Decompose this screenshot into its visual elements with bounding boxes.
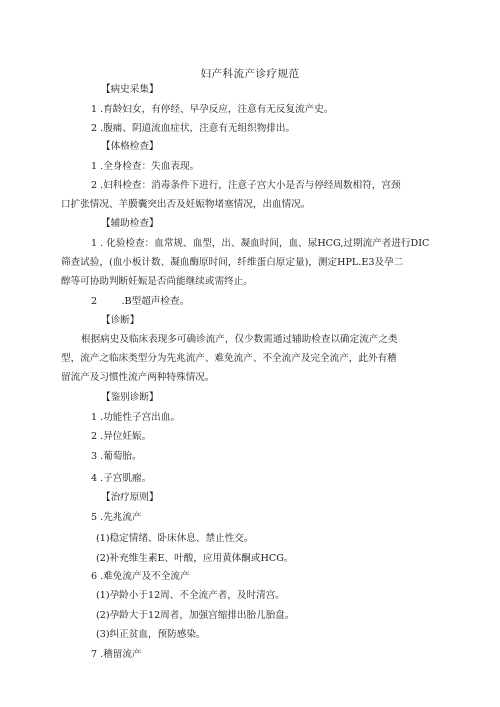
document-title: 妇产科流产诊疗规范: [200, 68, 300, 80]
section-heading-exam: 【体格检查】: [101, 141, 159, 152]
aux-item-2: 2 .B型超声检查。: [91, 296, 190, 307]
history-item-2: 2 .腹痛、阴道流血症状，注意有无组织物排出。: [91, 123, 296, 134]
exam-item-2: 2 .妇科检查：消毒条件下进行，注意子宫大小是否与停经周数相符，宫颈: [91, 180, 401, 191]
section-heading-aux: 【辅助检查】: [101, 218, 159, 229]
history-item-1: 1 .育龄妇女，有停经、早孕反应，注意有无反复流产史。: [91, 104, 334, 115]
differential-item-2: 2 .异位妊娠。: [91, 431, 152, 442]
treatment-5-sub-2: (2)补充维生素E、叶酸，应用黄体酮或HCG。: [96, 553, 294, 564]
treatment-6-sub-3: (3)纠正贫血，预防感染。: [96, 629, 206, 640]
aux-item-1-cont-2: 醇等可协助判断妊娠是否尚能继续或需终止。: [61, 276, 253, 287]
aux-item-1-cont-1: 筛查试验，(血小板计数、凝血酶原时间，纤维蛋白原定量)，测定HPL.E3及孕二: [61, 257, 404, 268]
treatment-6-sub-2: (2)孕龄大于12周者，加强宫缩排出胎儿胎盘。: [96, 610, 295, 621]
treatment-item-6: 6 .难免流产及不全流产: [91, 571, 190, 582]
diagnosis-para-2: 型，流产之临床类型分为先兆流产、难免流产、不全流产及完全流产，此外有稽: [61, 353, 397, 364]
differential-item-1: 1 .功能性子宫出血。: [91, 412, 180, 423]
section-heading-differential: 【鉴别诊断】: [101, 392, 159, 403]
differential-item-4: 4 .子宫肌瘤。: [91, 473, 152, 484]
section-heading-history: 【病史采集】: [101, 84, 159, 95]
diagnosis-para-1: 根据病史及临床表现多可确诊流产，仅少数需通过辅助检查以确定流产之类: [81, 334, 398, 345]
section-heading-treatment: 【治疗原则】: [101, 492, 159, 503]
differential-item-3: 3 .葡萄胎。: [91, 451, 142, 462]
treatment-5-sub-1: (1)稳定情绪、卧床休息、禁止性交。: [96, 533, 254, 544]
aux-item-1: 1 . 化验检查：血常规、血型，出、凝血时间，血、尿HCG,过期流产者进行DIC: [91, 238, 430, 249]
section-heading-diagnosis: 【诊断】: [101, 315, 140, 326]
exam-item-2-cont: 口扩张情况、羊膜囊突出否及妊娠物堵塞情况，出血情况。: [61, 199, 311, 210]
diagnosis-para-3: 留流产及习惯性流产两种特殊情况。: [61, 372, 215, 383]
treatment-6-sub-1: (1)孕龄小于12周、不全流产者，及时清宫。: [96, 590, 285, 601]
exam-item-1: 1 .全身检查：失血表现。: [91, 161, 200, 172]
treatment-item-5: 5 .先兆流产: [91, 512, 142, 523]
treatment-item-7: 7 .稽留流产: [91, 649, 142, 660]
